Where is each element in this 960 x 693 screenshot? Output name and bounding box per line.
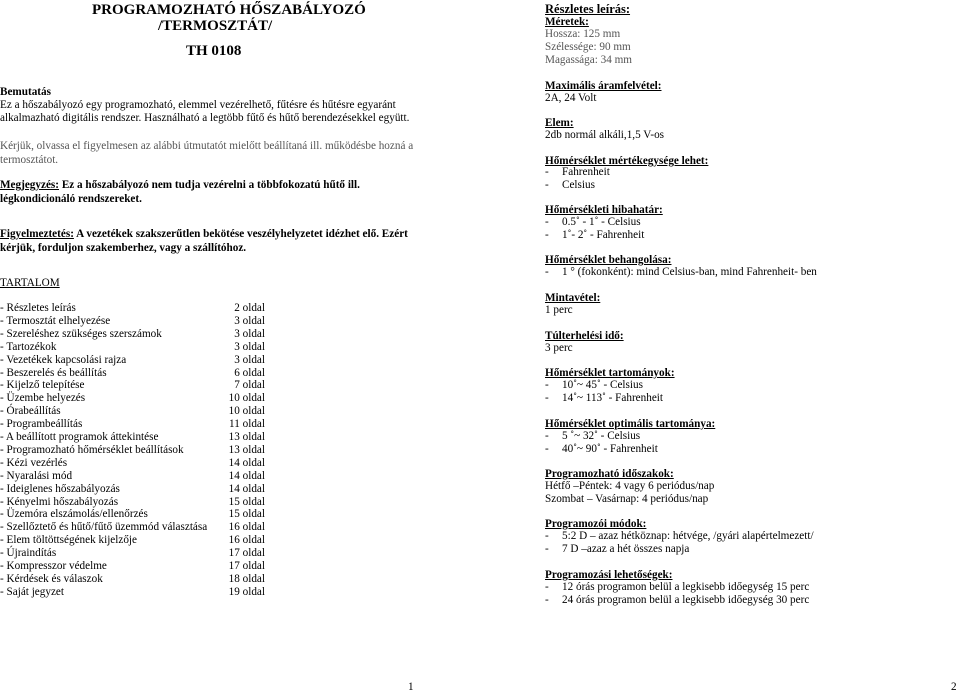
toc-item [0, 354, 265, 367]
toc-item-page: 15 oldal [228, 508, 265, 521]
toc-item-title: - Szellőztető és hűtő/fűtő üzemmód választása [0, 521, 208, 534]
toc-item-title: - Szereléshez szükséges szerszámok [0, 327, 162, 340]
optimal-celsius: 5 ˚~ 32˚ - Celsius [562, 430, 641, 442]
toc-item [0, 444, 265, 457]
current-value: 2A, 24 Volt [545, 92, 597, 104]
toc-item-page: 2 oldal [234, 302, 265, 314]
step-heading: Hőmérséklet behangolása: [545, 254, 672, 266]
toc-item [0, 392, 265, 405]
toc-item-title: - Részletes leírás [0, 302, 76, 314]
intro-heading: Bemutatás [0, 86, 51, 98]
toc-item-title: - Elem töltöttségének kijelzője [0, 534, 138, 547]
toc-item [0, 560, 265, 573]
modes-dash-2: - [545, 543, 549, 555]
step-value: 1 ° (fokonként): mind Celsius-ban, mind Fahrenheit- ben [562, 266, 817, 278]
toc-item-title: - Üzembe helyezés [0, 392, 86, 405]
dimension-width: Szélessége: 90 mm [545, 41, 631, 53]
toc-item-page: 18 oldal [228, 572, 265, 585]
range-celsius: 10˚~ 45˚ - Celsius [562, 379, 643, 391]
toc-item-page: 17 oldal [228, 560, 265, 572]
toc-item-page: 7 oldal [234, 379, 265, 392]
toc-item-title: - A beállított programok áttekintése [0, 431, 159, 443]
toc-item-page: 13 oldal [228, 431, 265, 443]
battery-heading: Elem: [545, 117, 574, 129]
toc-item-title: - Órabeállítás [0, 405, 61, 418]
step-dash: - [545, 266, 549, 278]
toc-item [0, 341, 265, 354]
periods-weekend: Szombat – Vasárnap: 4 periódus/nap [545, 493, 709, 505]
battery-value: 2db normál alkáli,1,5 V-os [545, 129, 665, 141]
toc-item-page: 13 oldal [228, 443, 265, 456]
toc-item [0, 367, 265, 380]
options-dash-2: - [545, 594, 549, 606]
tolerance-celsius: 0.5˚ - 1˚ - Celsius [562, 216, 641, 228]
overload-heading: Túlterhelési idő: [545, 330, 624, 342]
toc-item-title: - Beszerelés és beállítás [0, 366, 107, 379]
toc-item-page: 19 oldal [228, 585, 265, 598]
sample-heading: Mintavétel: [545, 292, 601, 304]
unit-dash-2: - [545, 179, 549, 191]
toc-item [0, 483, 265, 496]
toc-item [0, 496, 265, 509]
note-text: Ez a hőszabályozó nem tudja vezérelni a többfokozatú hűtő ill. [59, 179, 360, 191]
tolerance-fahrenheit: 1˚- 2˚ - Fahrenheit [562, 229, 645, 241]
toc-item-page: 3 oldal [234, 340, 265, 353]
periods-weekday: Hétfő –Péntek: 4 vagy 6 periódus/nap [545, 480, 715, 492]
toc-item-page: 14 oldal [228, 482, 265, 495]
toc-heading: TARTALOM [0, 277, 60, 289]
unit-celsius: Celsius [562, 179, 595, 191]
optimal-heading: Hőmérséklet optimális tartománya: [545, 418, 716, 430]
toc-item-page: 3 oldal [234, 314, 265, 327]
toc-item-title: - Termosztát elhelyezése [0, 314, 111, 327]
tolerance-dash-2: - [545, 229, 549, 241]
options-heading: Programozási lehetőségek: [545, 569, 673, 581]
toc-item-page: 6 oldal [234, 366, 265, 379]
toc-item-title: - Kérdések és válaszok [0, 572, 103, 585]
document-subtitle: /TERMOSZTÁT/ [158, 18, 273, 34]
toc-item-title: - Vezetékek kapcsolási rajza [0, 353, 127, 366]
note-line-2: légkondicionáló rendszereket. [0, 193, 142, 205]
toc-item-page: 15 oldal [228, 495, 265, 508]
warning-line-1 [0, 228, 408, 242]
unit-fahrenheit: Fahrenheit [562, 166, 610, 178]
toc-item-title: - Kényelmi hőszabályozás [0, 495, 119, 508]
model-number: TH 0108 [186, 43, 242, 59]
tolerance-heading: Hőmérsékleti hibahatár: [545, 204, 663, 216]
details-heading: Részletes leírás: [545, 2, 631, 16]
toc-item-page: 3 oldal [234, 327, 265, 340]
optimal-fahrenheit: 40˚~ 90˚ - Fahrenheit [562, 443, 658, 455]
option-24h: 24 órás programon belül a legkisebb időegység 30 perc [562, 594, 810, 606]
unit-dash-1: - [545, 166, 549, 178]
toc-item [0, 521, 265, 534]
intro-line-2: alkalmazható digitális rendszer. Használható a legtöbb fűtő és hűtő berendezésekkel együtt. [0, 112, 410, 124]
mode-5-2: 5:2 D – azaz hétköznap: hétvége, /gyári alapértelmezett/ [562, 530, 814, 542]
toc-item-page: 3 oldal [234, 353, 265, 366]
periods-heading: Programozható időszakok: [545, 468, 674, 480]
overload-value: 3 perc [545, 342, 573, 354]
modes-heading: Programozói módok: [545, 518, 647, 530]
toc-item-title: - Újraindítás [0, 547, 57, 560]
toc-item [0, 328, 265, 341]
read-line-1: Kérjük, olvassa el figyelmesen az alábbi útmutatót mielőtt beállítaná ill. működésbe hozná a [0, 140, 414, 152]
toc-item-page: 10 oldal [228, 405, 265, 418]
sample-value: 1 perc [545, 304, 573, 316]
page-number-1: 1 [408, 681, 414, 693]
unit-heading: Hőmérséklet mértékegysége lehet: [545, 155, 709, 167]
range-heading: Hőmérséklet tartományok: [545, 367, 675, 379]
toc-item-page: 16 oldal [228, 521, 265, 534]
range-dash-2: - [545, 392, 549, 404]
warning-label: Figyelmeztetés: [0, 228, 74, 240]
toc-item [0, 573, 265, 586]
modes-dash-1: - [545, 530, 549, 542]
toc-item [0, 547, 265, 560]
toc-item [0, 405, 265, 418]
toc-item [0, 431, 265, 444]
document-title: PROGRAMOZHATÓ HŐSZABÁLYOZÓ [92, 2, 366, 18]
note-line-1 [0, 179, 360, 193]
option-12h: 12 órás programon belül a legkisebb időegység 15 perc [562, 581, 810, 593]
toc-item-page: 16 oldal [228, 534, 265, 547]
toc-item-title: - Kijelző telepítése [0, 379, 85, 392]
dimensions-heading: Méretek: [545, 16, 589, 28]
mode-7d: 7 D –azaz a hét összes napja [562, 543, 690, 555]
tolerance-dash-1: - [545, 216, 549, 228]
range-dash-1: - [545, 379, 549, 391]
toc-item-page: 17 oldal [228, 547, 265, 560]
toc-item-page: 11 oldal [229, 418, 265, 431]
range-fahrenheit: 14˚~ 113˚ - Fahrenheit [562, 392, 664, 404]
toc-item-page: 14 oldal [228, 469, 265, 482]
toc-item [0, 586, 265, 599]
toc-item [0, 457, 265, 470]
toc-item [0, 470, 265, 483]
options-dash-1: - [545, 581, 549, 593]
toc-item-title: - Ideiglenes hőszabályozás [0, 482, 120, 495]
toc-item-title: - Tartozékok [0, 340, 57, 353]
toc-item [0, 508, 265, 521]
note-label: Megjegyzés: [0, 179, 60, 191]
toc-item-title: - Kézi vezérlés [0, 456, 68, 469]
toc-item [0, 315, 265, 328]
page-number-2: 2 [951, 681, 957, 693]
read-line-2: termosztátot. [0, 154, 59, 166]
dimension-height: Magassága: 34 mm [545, 54, 632, 66]
toc-item [0, 379, 265, 392]
intro-line-1: Ez a hőszabályozó egy programozható, elemmel vezérelhető, fűtésre és hűtésre egyaránt [0, 99, 396, 111]
optimal-dash-1: - [545, 430, 549, 442]
toc-item [0, 302, 265, 315]
warning-line-2: kérjük, forduljon szakemberhez, vagy a szállítóhoz. [0, 242, 247, 254]
toc-item-page: 10 oldal [228, 392, 265, 405]
warning-text: A vezetékek szakszerűtlen bekötése veszélyhelyzetet idézhet elő. Ezért [73, 228, 408, 240]
toc-item [0, 418, 265, 431]
toc-item-title: - Nyaralási mód [0, 469, 73, 482]
toc-item-title: - Üzemóra elszámolás/ellenőrzés [0, 508, 148, 521]
toc-item-page: 14 oldal [228, 456, 265, 469]
toc-item-title: - Programozható hőmérséklet beállítások [0, 443, 184, 456]
current-heading: Maximális áramfelvétel: [545, 80, 662, 92]
toc-item-title: - Kompresszor védelme [0, 560, 107, 572]
optimal-dash-2: - [545, 443, 549, 455]
dimension-length: Hossza: 125 mm [545, 28, 621, 40]
toc-item [0, 534, 265, 547]
toc-item-title: - Saját jegyzet [0, 585, 64, 598]
toc-item-title: - Programbeállítás [0, 418, 83, 431]
